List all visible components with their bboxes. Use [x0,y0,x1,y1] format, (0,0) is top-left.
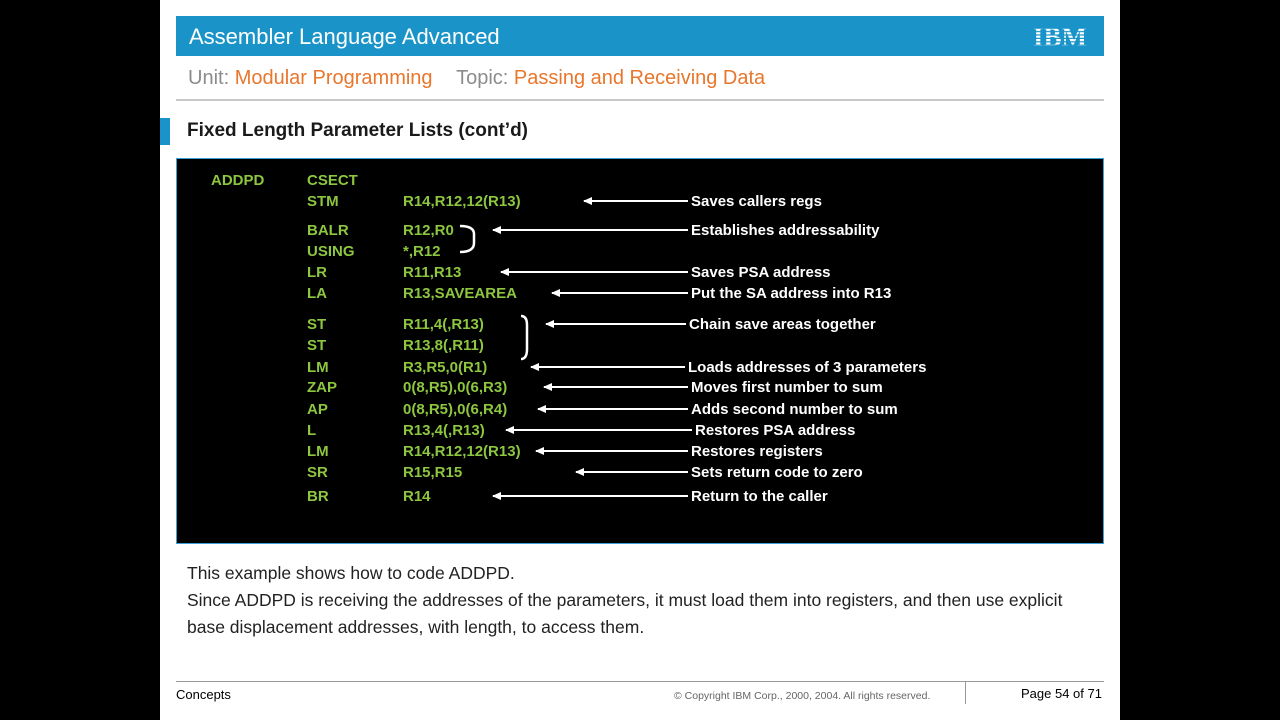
code-opcode: L [307,422,317,439]
footer-vertical-divider [965,682,966,704]
code-comment: Chain save areas together [689,316,876,333]
section-title-suffix: (cont’d) [458,120,529,141]
code-operand: R14,R12,12(R13) [403,443,521,460]
code-comment: Put the SA address into R13 [691,285,892,302]
footer-copyright: © Copyright IBM Corp., 2000, 2004. All rights reserved. [674,690,931,702]
code-operand: R11,4(,R13) [403,316,484,333]
code-operand: 0(8,R5),0(6,R3) [403,379,508,396]
code-opcode: LM [307,443,329,460]
description [187,560,1087,641]
unit-label: Unit: [188,67,230,89]
code-operand: R13,8(,R11) [403,337,484,354]
code-opcode: ZAP [307,379,337,396]
topic-label: Topic: [456,67,509,89]
code-comment: Moves first number to sum [691,379,883,396]
code-opcode: LR [307,264,327,281]
code-operand: R14,R12,12(R13) [403,193,521,210]
code-comment: Restores registers [691,443,823,460]
code-opcode: ST [307,316,327,333]
code-operand: R13,SAVEAREA [403,285,517,302]
code-opcode: AP [307,401,328,418]
header-divider [176,99,1104,101]
code-opcode: BALR [307,222,349,239]
description-line-1: This example shows how to code ADDPD. [187,563,515,583]
code-comment: Establishes addressability [691,222,880,239]
code-operand: R3,R5,0(R1) [403,359,488,376]
section-title [187,120,528,142]
code-comment: Adds second number to sum [691,401,898,418]
code-comment: Sets return code to zero [691,464,863,481]
code-opcode: ST [307,337,327,354]
code-operand: 0(8,R5),0(6,R4) [403,401,508,418]
topic-value: Passing and Receiving Data [513,67,766,89]
slide [160,0,1120,720]
code-operand: R13,4(,R13) [403,422,485,439]
ibm-logo [1030,22,1090,49]
code-label: ADDPD [211,172,265,189]
unit-topic-line [188,67,765,90]
code-operand: *,R12 [403,243,441,260]
page-number: Page 54 of 71 [1021,686,1102,701]
code-operand: R12,R0 [403,222,454,239]
code-opcode: USING [307,243,355,260]
code-opcode: LA [307,285,327,302]
ibm-logo-text: IBM [1033,22,1087,49]
bracket-balr-using [460,226,474,252]
unit-value: Modular Programming [234,67,433,89]
section-marker [160,118,170,145]
code-opcode: CSECT [307,172,358,189]
code-comment: Saves PSA address [691,264,831,281]
code-comment: Restores PSA address [695,422,856,439]
section-title-main: Fixed Length Parameter Lists [187,120,454,141]
title-bar [176,16,1104,56]
code-opcode: BR [307,488,329,505]
code-opcode: SR [307,464,328,481]
code-comment: Loads addresses of 3 parameters [688,359,927,376]
code-operand: R14 [403,488,431,505]
code-comment: Return to the caller [691,488,828,505]
code-operand: R11,R13 [403,264,462,281]
slide-title: Assembler Language Advanced [189,24,500,49]
code-operand: R15,R15 [403,464,463,481]
code-listing [177,159,1103,543]
description-line-2: Since ADDPD is receiving the addresses of the parameters, it must load them into registers, and then use explicit base displacement addresses, with length, to access them. [187,590,1063,637]
code-comment: Saves callers regs [691,193,822,210]
code-listing-panel [176,158,1104,544]
code-opcode: STM [307,193,339,210]
code-opcode: LM [307,359,329,376]
footer-course-label: Concepts [176,687,231,702]
bracket-st-pair [521,316,527,359]
